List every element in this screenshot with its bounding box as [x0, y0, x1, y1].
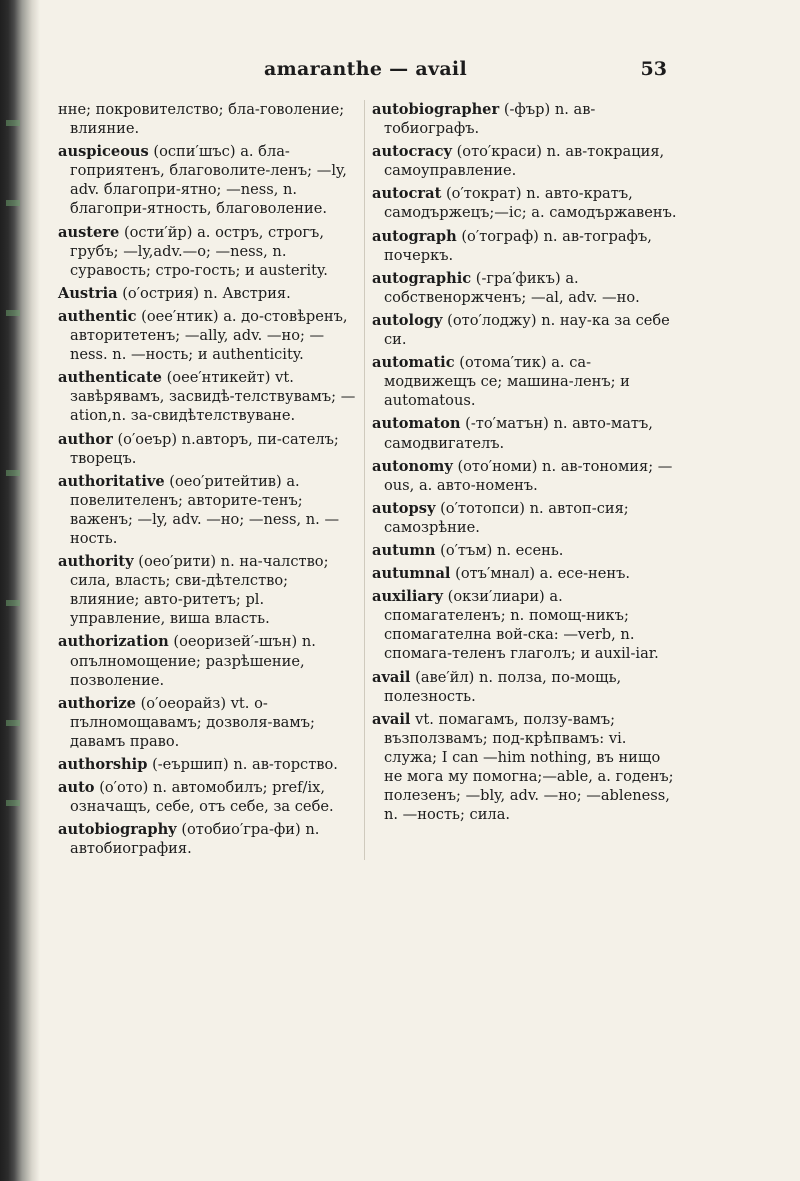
entry-pronunciation: (оспи′шъс) — [153, 143, 236, 161]
dictionary-entry — [58, 694, 358, 751]
entry-definition: n. ав-тономия; —ous, a. авто-номенъ. — [384, 457, 673, 494]
entry-pronunciation: (о′тограф) — [461, 227, 539, 245]
entry-headword: authorization — [58, 633, 169, 651]
entry-pronunciation: (о′оеър) — [117, 430, 178, 448]
entry-pronunciation: (о′тъм) — [440, 541, 493, 559]
entry-definition: n. автомобилъ; pref/ix, означащъ, себе, отъ себе, за себе. — [70, 779, 334, 816]
dictionary-entry — [372, 184, 680, 222]
dictionary-entry — [372, 499, 680, 537]
entry-definition: vt. помагамъ, ползу-вамъ; възползвамъ; под-крѣпвамъ: vi. служа; I can —him nothing, въ нищо не мога му помогна;—able, a. годенъ; полезенъ; —bly, adv. —но; —ableness, n. —ность; сила. — [384, 710, 674, 824]
dictionary-entry — [58, 778, 358, 816]
book-binding-edge — [0, 0, 40, 1181]
dictionary-entry — [372, 668, 680, 706]
entry-headword: authoritative — [58, 472, 165, 490]
entry-pronunciation: (о′тотопси) — [440, 499, 525, 517]
entry-pronunciation: (ото′краси) — [456, 143, 543, 161]
entry-pronunciation: (оео′ритейтив) — [169, 472, 282, 490]
entry-definition: a. повелителенъ; авторите-тенъ; важенъ; —ly, adv. —но; —ness, n. —ность. — [70, 472, 340, 547]
entry-definition: n. автоп-сия; самозрѣние. — [384, 499, 629, 536]
entry-pronunciation: (-еършип) — [152, 756, 229, 773]
entry-headword: authenticate — [58, 369, 162, 387]
entry-definition: n. полза, по-мощь, полезность. — [384, 668, 622, 705]
dictionary-entry — [372, 564, 680, 583]
blank-lower-margin — [40, 1080, 800, 1181]
entry-headword: automatic — [372, 354, 455, 372]
entry-pronunciation: (оеоризей′-шън) — [173, 633, 298, 651]
dictionary-entry — [58, 552, 358, 628]
dictionary-entry — [372, 457, 680, 495]
dictionary-entry — [58, 430, 358, 468]
entry-pronunciation: (оее′нтик) — [141, 307, 219, 325]
entry-headword: auto — [58, 779, 95, 797]
entry-headword: avail — [372, 710, 411, 728]
entry-pronunciation: (оее′нтикейт) — [166, 369, 271, 387]
entry-pronunciation: (о′тократ) — [445, 185, 522, 203]
entry-pronunciation: (окзи′лиари) — [447, 588, 545, 606]
dictionary-entry — [58, 755, 358, 774]
dictionary-entry — [58, 142, 358, 218]
running-head: amaranthe — avail — [264, 58, 467, 80]
dictionary-entry — [58, 307, 358, 364]
entry-pronunciation: (о′оеорайз) — [140, 694, 227, 712]
entry-headword: auspicеous — [58, 143, 149, 161]
entry-headword: autocrat — [372, 185, 442, 203]
right-column — [372, 100, 680, 828]
entry-pronunciation: (-гра′фикъ) — [475, 269, 561, 287]
entry-pronunciation: (отобио′гра-фи) — [181, 821, 301, 839]
dictionary-entry — [58, 223, 358, 280]
entry-definition: a. бла-гоприятенъ, благоволите-ленъ; —ly, adv. благопри-ятно; —ness, n. благопри-ятность, благоволение. — [70, 143, 347, 218]
entry-headword: austere — [58, 223, 120, 241]
entry-definition: a. до-стовѣренъ, авторитетенъ; —ally, adv. —но; —ness. n. —ность; и authenticity. — [70, 307, 348, 364]
entry-definition: n. автобиография. — [70, 821, 320, 858]
entry-definition: n. ав-тобиографъ. — [384, 101, 596, 138]
entry-headword: autumn — [372, 541, 436, 559]
entry-headword: autobiography — [58, 821, 177, 839]
entry-headword: autograph — [372, 227, 457, 245]
entry-definition: n. авто-кратъ, самодържецъ;—ic; a. самодържавенъ. — [384, 185, 677, 222]
entry-definition: нне; покровителство; бла-говоление; влияние. — [58, 101, 345, 138]
left-column — [58, 100, 358, 862]
entry-headword: autonomy — [372, 457, 453, 475]
entry-pronunciation: (-то′матън) — [465, 415, 549, 433]
dictionary-entry — [372, 587, 680, 663]
entry-definition: vt. завѣрявамъ, засвидѣ-телствувамъ; —ation,n. за-свидѣтелствуване. — [70, 369, 356, 425]
entry-headword: autographic — [372, 269, 472, 287]
entry-pronunciation: (ото′номи) — [457, 457, 538, 475]
dictionary-entry — [372, 541, 680, 560]
dictionary-entry — [372, 353, 680, 410]
entry-definition: n. опълномощение; разрѣшение, позволение. — [70, 633, 316, 689]
entry-definition: n. на-чалство; сила, власть; сви-дѣтелство; влияние; авто-ритетъ; pl. управление, вишa власть. — [70, 553, 329, 628]
entry-pronunciation: (о′ото) — [99, 779, 149, 797]
dictionary-entry — [372, 100, 680, 138]
entry-definition: n. есень. — [496, 541, 564, 559]
dictionary-entry — [58, 100, 358, 138]
dictionary-entry — [58, 820, 358, 858]
entry-definition: a. са-модвижещъ се; машина-ленъ; и automatous. — [384, 354, 630, 410]
entry-headword: autumnal — [372, 565, 451, 583]
dictionary-entry — [372, 227, 680, 265]
entry-definition: n. Австрия. — [203, 284, 291, 302]
dictionary-entry — [372, 414, 680, 452]
entry-pronunciation: (ости′йр) — [123, 223, 193, 241]
entry-headword: autopsy — [372, 499, 436, 517]
entry-definition: n. ав-торство. — [233, 756, 338, 773]
dictionary-entry — [372, 142, 680, 180]
entry-definition: a. спомагателенъ; n. помощ-никъ; спомагателна вой-ска: —verb, n. спомага-теленъ глаголъ; и auxil-iar. — [384, 588, 659, 663]
entry-definition: n. авто-матъ, самодвигателъ. — [384, 415, 653, 452]
entry-pronunciation: (-фър) — [503, 101, 551, 118]
entry-pronunciation: (о′острия) — [122, 284, 200, 302]
entry-headword: authority — [58, 553, 134, 571]
entry-headword: authentic — [58, 307, 137, 325]
entry-pronunciation: (оео′рити) — [138, 553, 217, 571]
entry-pronunciation: (отъ′мнал) — [455, 565, 536, 583]
entry-pronunciation: (ото′лоджу) — [447, 311, 537, 329]
dictionary-entry — [58, 472, 358, 548]
page-number: 53 — [640, 58, 667, 80]
entry-headword: avail — [372, 668, 411, 686]
entry-headword: author — [58, 430, 113, 448]
entry-definition: vt. о-пълномощавамъ; дозволя-вамъ; давамъ право. — [70, 694, 315, 750]
dictionary-entry — [58, 284, 358, 303]
entry-headword: autocracy — [372, 143, 452, 161]
entry-headword: authorize — [58, 694, 136, 712]
entry-headword: autology — [372, 311, 443, 329]
dictionary-entry — [58, 368, 358, 425]
entry-definition: n.авторъ, пи-сателъ; творецъ. — [70, 430, 339, 467]
entry-pronunciation: (аве′йл) — [415, 668, 475, 686]
entry-definition: n. ав-тографъ, почеркъ. — [384, 227, 652, 264]
entry-definition: a. остръ, строгъ, грубъ; —ly,adv.—о; —ness, n. суравость; стро-гость; и austerity. — [70, 223, 328, 279]
dictionary-entry — [372, 269, 680, 307]
column-divider — [364, 100, 365, 860]
entry-headword: authorship — [58, 756, 148, 773]
entry-headword: automaton — [372, 415, 461, 433]
entry-definition: a. есе-ненъ. — [539, 565, 631, 583]
dictionary-entry — [58, 632, 358, 689]
entry-definition: n. нау-ка за себе си. — [384, 311, 670, 349]
entry-headword: auxiliary — [372, 588, 444, 606]
dictionary-entry — [372, 710, 680, 825]
entry-headword: autobiographer — [372, 101, 500, 118]
dictionary-entry — [372, 311, 680, 349]
entry-definition: n. ав-токрация, самоуправление. — [384, 143, 665, 180]
page-header — [0, 58, 800, 88]
entry-definition: a. собственоржченъ; —al, adv. —но. — [384, 269, 640, 306]
entry-headword: Austria — [58, 284, 118, 302]
entry-pronunciation: (отома′тик) — [459, 354, 547, 372]
